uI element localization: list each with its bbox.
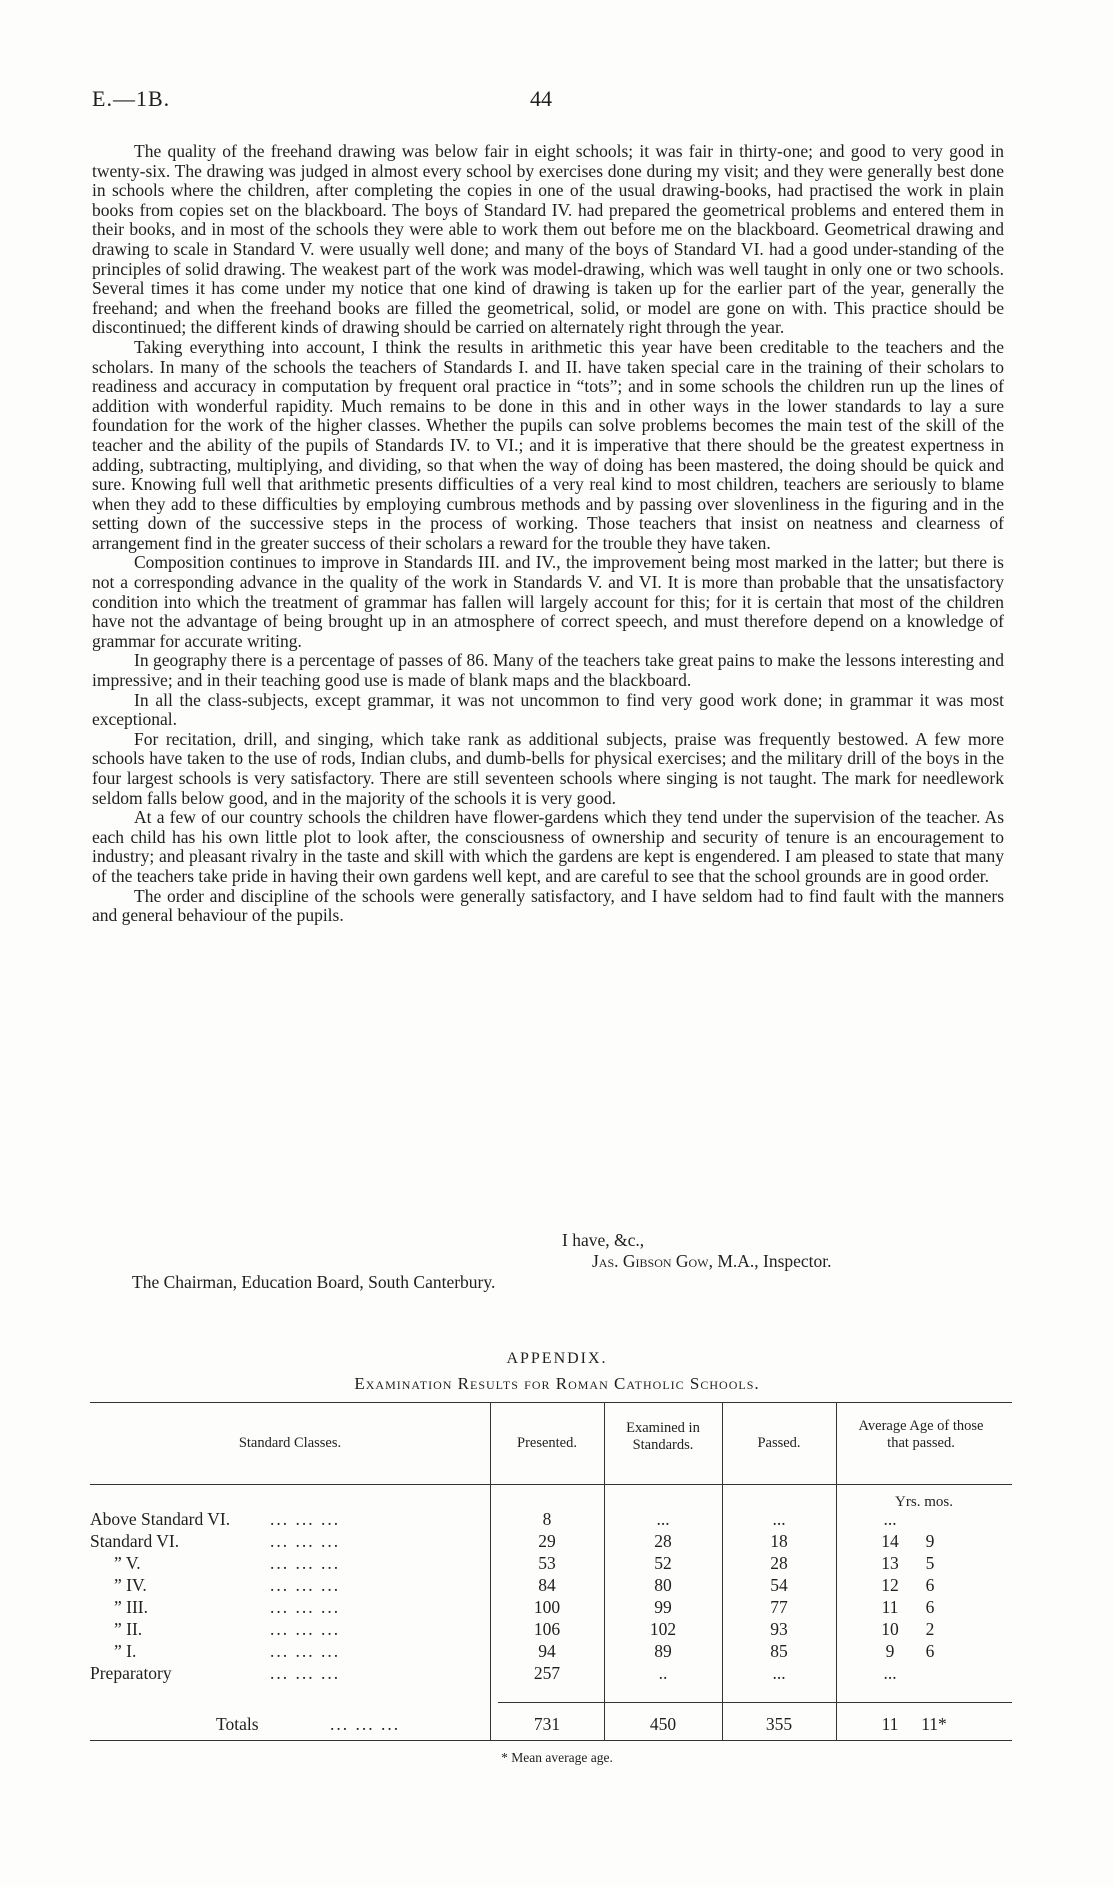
cell-presented: 94 (538, 1641, 556, 1661)
col-header-presented: Presented. (517, 1435, 577, 1451)
appendix-title: APPENDIX. (506, 1350, 608, 1367)
table-row-label: ” V. (114, 1553, 141, 1573)
cell-presented: 84 (538, 1575, 556, 1595)
cell-examined: 89 (654, 1641, 672, 1661)
signature-line (592, 1251, 832, 1271)
cell-passed: 93 (770, 1619, 788, 1639)
signature-name: Jas. Gibson Gow (592, 1251, 709, 1271)
cell-age-years: ... (883, 1509, 897, 1529)
cell-age-months: 6 (925, 1597, 935, 1617)
age-units-label: Yrs. mos. (895, 1494, 953, 1510)
leader-dots: ... ... ... (330, 1714, 401, 1734)
table-row-label: Preparatory (90, 1663, 172, 1683)
cell-age-years: 9 (885, 1641, 895, 1661)
table-row-label: ” II. (114, 1619, 143, 1639)
cell-examined: 99 (654, 1597, 672, 1617)
cell-age-years: 13 (881, 1553, 899, 1573)
leader-dots: ... ... ... (270, 1575, 341, 1595)
paragraph-arithmetic: Taking everything into account, I think the results in arithmetic this year have been creditable to the teachers and the scholars. In many of the schools the teachers of Standards I. and II. have taken special care in the training of their scholars to readiness and accuracy in computation by frequent oral practice in “tots”; and in some schools the children run up the lines of addition with wonderful rapidity. Much remains to be done in this and in other ways in the lower standards to lay a sure foundation for the work of the higher classes. Whether the pupils can solve problems becomes the main test of the skill of the teacher and the ability of the pupils of Standards IV. to VI.; and it is imperative that there should be the greatest expertness in adding, subtracting, multiplying, and dividing, so that when the way of doing has been mastered, the doing should be quick and sure. Knowing full well that arithmetic presents difficulties of a very real kind to most children, teachers are seriously to blame when they add to these difficulties by employing cumbrous methods and by passing over slovenliness in the figuring and in the setting down of the successive steps in the process of working. Those teachers that insist on neatness and clearness of arrangement find in the greater success of their scholars a reward for the trouble they have taken. (92, 336, 1004, 553)
closing-line: I have, &c., (562, 1230, 645, 1250)
table-header-rule (90, 1484, 1012, 1485)
paragraph-gardens: At a few of our country schools the children have flower-gardens which they tend under the supervision of the teacher. As each child has his own little plot to look after, the consciousness of ownership and security of tenure is an encouragement to industry; and pleasant rivalry in the taste and skill with which the gardens are kept is engendered. I am pleased to state that many of the teachers take pride in having their own gardens well kept, and are careful to see that the school grounds are in good order. (92, 807, 1004, 886)
leader-dots: ... ... ... (270, 1641, 341, 1661)
totals-age-years: 11 (881, 1714, 899, 1734)
paragraph-additional-subjects: For recitation, drill, and singing, which take rank as additional subjects, praise was frequently bestowed. A few more schools have taken to the use of rods, Indian clubs, and dumb-bells for physical exercises; and the military drill of the boys in the four largest schools is very satisfactory. There are still seventeen schools where singing is not taught. The mark for needlework seldom falls below good, and in the majority of the schools it is very good. (92, 728, 1004, 808)
paragraph-drawing: The quality of the freehand drawing was below fair in eight schools; it was fair in thirty-one; and good to very good in twenty-six. The drawing was judged in almost every school by exercises done during my visit; and they were generally best done in schools where the children, after completing the copies in one of the usual drawing-books, had practised the work in plain books from copies set on the blackboard. The boys of Standard IV. had prepared the geometrical problems and entered them in their books, and in most of the schools they were able to work them out before me on the blackboard. Geometrical drawing and drawing to scale in Standard V. were usually well done; and many of the boys of Standard VI. had a good under-standing of the principles of solid drawing. The weakest part of the work was model-drawing, which was well taught in only one or two schools. Several times it has come under my notice that one kind of drawing is taken up for the earlier part of the year, generally the freehand; and when the freehand books are filled the geometrical, solid, or model are gone on with. This practice should be discontinued; the different kinds of drawing should be carried on alternately right through the year. (92, 141, 1004, 338)
signature-title: , M.A., Inspector. (708, 1251, 832, 1271)
totals-examined: 450 (649, 1714, 677, 1734)
paragraph-geography: In geography there is a percentage of passes of 86. Many of the teachers take great pains to make the lessons interesting and impressive; and in their teaching good use is made of blank maps and the blackboard. (92, 650, 1004, 691)
table-row-label: Standard VI. (90, 1531, 180, 1551)
cell-passed: 28 (770, 1553, 788, 1573)
page-header (92, 86, 1012, 116)
cell-examined: 80 (654, 1575, 672, 1595)
appendix-subtitle: Examination Results for Roman Catholic Schools. (354, 1374, 760, 1393)
cell-age-months: 5 (925, 1553, 935, 1573)
cell-presented: 257 (533, 1663, 561, 1683)
cell-examined: ... (656, 1509, 670, 1529)
cell-passed: 18 (770, 1531, 788, 1551)
paragraph-composition: Composition continues to improve in Standards III. and IV., the improvement being most marked in the latter; but there is not a corresponding advance in the quality of the work in Standards V. and VI. It is more than probable that the unsatisfactory condition into which the treatment of grammar has fallen will largely account for this; for it is certain that most of the children have not the advantage of being brought up in an atmosphere of correct speech, and must therefore depend on a knowledge of grammar for accurate writing. (92, 552, 1004, 651)
table-footnote: * Mean average age. (501, 1750, 613, 1765)
cell-passed: 85 (770, 1641, 788, 1661)
cell-age-years: 12 (881, 1575, 899, 1595)
cell-age-years: 11 (881, 1597, 899, 1617)
cell-examined: 102 (649, 1619, 677, 1639)
leader-dots: ... ... ... (270, 1597, 341, 1617)
col-header-passed: Passed. (757, 1435, 801, 1451)
cell-age-months: 2 (925, 1619, 935, 1639)
col-header-examined: Examined in Standards. (626, 1420, 700, 1453)
table-row-label: ” IV. (114, 1575, 147, 1595)
cell-examined: 28 (654, 1531, 672, 1551)
leader-dots: ... ... ... (270, 1553, 341, 1573)
page-number: 44 (530, 86, 552, 111)
leader-dots: ... ... ... (270, 1619, 341, 1639)
cell-passed: ... (772, 1663, 786, 1683)
document-reference: E.—1B. (92, 86, 171, 111)
cell-age-years: 14 (881, 1531, 899, 1551)
cell-presented: 100 (533, 1597, 561, 1617)
cell-passed: 77 (770, 1597, 788, 1617)
cell-passed: ... (772, 1509, 786, 1529)
paragraph-class-subjects: In all the class-subjects, except grammar, it was not uncommon to find very good work done; in grammar it was most exceptional. (92, 689, 1004, 730)
cell-presented: 53 (538, 1553, 556, 1573)
totals-label: Totals (216, 1714, 259, 1734)
cell-presented: 29 (538, 1531, 556, 1551)
cell-presented: 106 (533, 1619, 561, 1639)
cell-age-months: 6 (925, 1641, 935, 1661)
col-header-standard: Standard Classes. (238, 1435, 342, 1451)
totals-passed: 355 (765, 1714, 793, 1734)
table-col-divider (836, 1402, 837, 1740)
cell-examined: 52 (654, 1553, 672, 1573)
totals-presented: 731 (533, 1714, 561, 1734)
totals-age-months: 11* (921, 1714, 947, 1734)
cell-presented: 8 (542, 1509, 552, 1529)
leader-dots: ... ... ... (270, 1663, 341, 1683)
table-bottom-rule (90, 1740, 1012, 1741)
cell-age-years: ... (883, 1663, 897, 1683)
leader-dots: ... ... ... (270, 1509, 341, 1529)
cell-age-years: 10 (881, 1619, 899, 1639)
cell-examined: .. (658, 1663, 668, 1683)
cell-passed: 54 (770, 1575, 788, 1595)
addressee-line: The Chairman, Education Board, South Canterbury. (132, 1272, 496, 1292)
cell-age-months: 6 (925, 1575, 935, 1595)
results-table (90, 1402, 1012, 1742)
leader-dots: ... ... ... (270, 1531, 341, 1551)
table-row-label: Above Standard VI. (90, 1509, 231, 1529)
table-row-label: ” I. (114, 1641, 137, 1661)
paragraph-discipline: The order and discipline of the schools were generally satisfactory, and I have seldom had to find fault with the manners and general behaviour of the pupils. (92, 885, 1004, 926)
report-body (92, 142, 1004, 926)
table-totals-rule (498, 1702, 1012, 1703)
table-top-rule (90, 1402, 1012, 1403)
cell-age-months: 9 (925, 1531, 935, 1551)
table-row-label: ” III. (114, 1597, 149, 1617)
col-header-avg-age: Average Age of those that passed. (858, 1418, 984, 1451)
